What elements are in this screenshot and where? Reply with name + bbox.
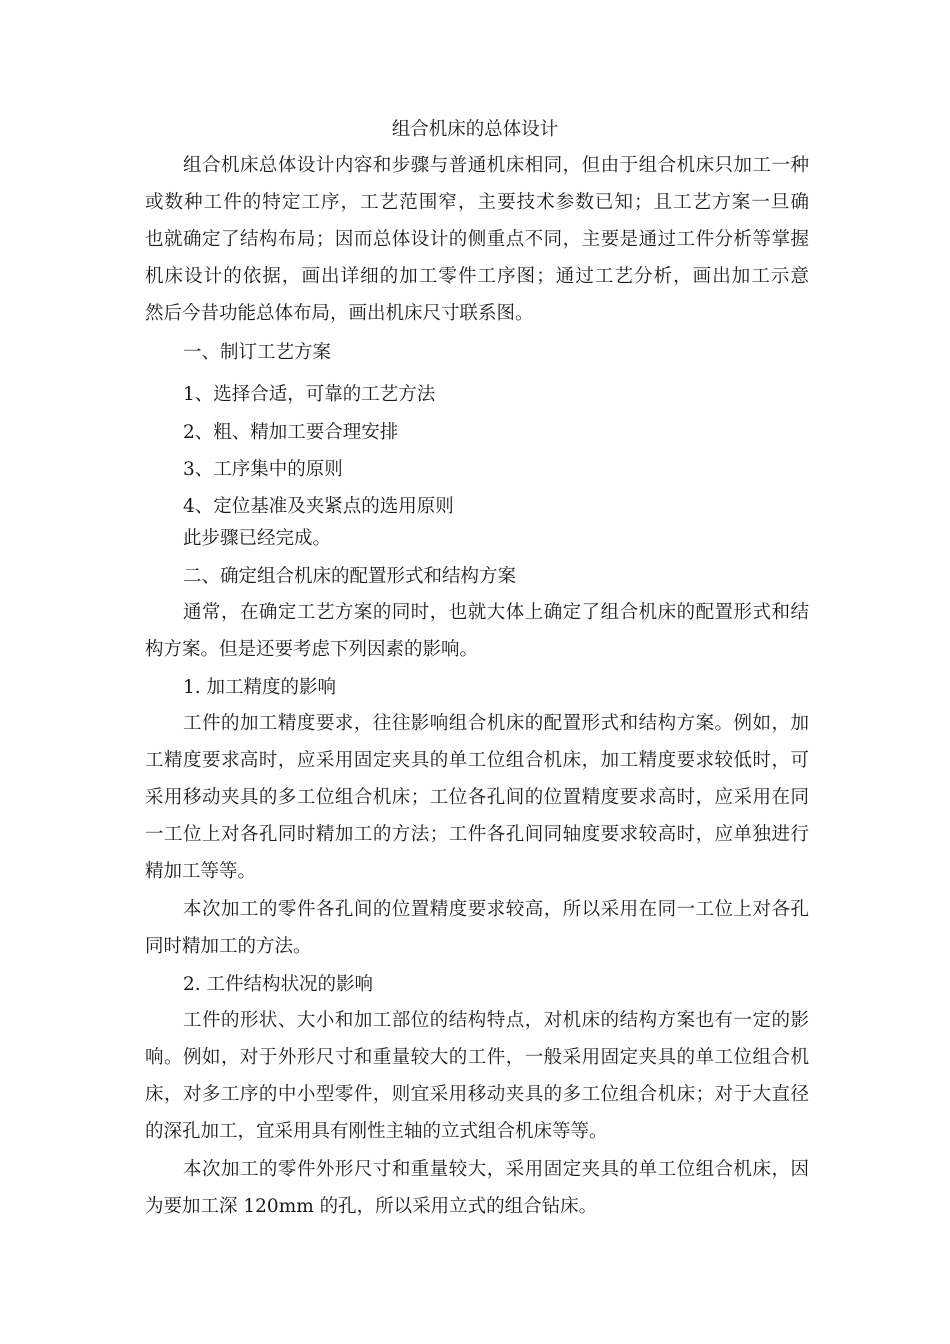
paragraph-line: 机床设计的依据，画出详细的加工零件工序图；通过工艺分析，画出加工示意 <box>145 266 809 287</box>
status-note: 此步骤已经完成。 <box>183 528 332 549</box>
paragraph-line: 一工位上对各孔同时精加工的方法；工件各孔间同轴度要求较高时，应单独进行 <box>145 824 809 845</box>
paragraph-line: 构方案。但是还要考虑下列因素的影响。 <box>145 639 479 660</box>
list-item: 1、选择合适，可靠的工艺方法 <box>183 384 436 405</box>
paragraph-line: 工件的加工精度要求，往往影响组合机床的配置形式和结构方案。例如，加 <box>183 713 809 734</box>
paragraph-line: 或数种工件的特定工序，工艺范围窄，主要技术参数已知；且工艺方案一旦确 <box>145 192 809 213</box>
section-heading: 二、确定组合机床的配置形式和结构方案 <box>183 566 517 587</box>
paragraph-line: 工精度要求高时，应采用固定夹具的单工位组合机床，加工精度要求较低时，可 <box>145 750 809 771</box>
paragraph-line: 同时精加工的方法。 <box>145 936 312 957</box>
subsection-heading: 2. 工件结构状况的影响 <box>183 974 374 995</box>
list-item: 3、工序集中的原则 <box>183 459 343 480</box>
paragraph-line: 本次加工的零件各孔间的位置精度要求较高，所以采用在同一工位上对各孔 <box>183 899 809 920</box>
paragraph-line: 的深孔加工，宜采用具有刚性主轴的立式组合机床等等。 <box>145 1121 608 1142</box>
paragraph-line: 为要加工深 120mm 的孔，所以采用立式的组合钻床。 <box>145 1196 598 1217</box>
paragraph-line: 也就确定了结构布局；因而总体设计的侧重点不同，主要是通过工件分析等掌握 <box>145 229 809 250</box>
paragraph-line: 本次加工的零件外形尺寸和重量较大，采用固定夹具的单工位组合机床，因 <box>183 1159 809 1180</box>
list-item: 2、粗、精加工要合理安排 <box>183 422 399 443</box>
paragraph-line: 采用移动夹具的多工位组合机床；工位各孔间的位置精度要求高时，应采用在同 <box>145 787 809 808</box>
list-item: 4、定位基准及夹紧点的选用原则 <box>183 496 454 517</box>
paragraph-line: 床，对多工序的中小型零件，则宜采用移动夹具的多工位组合机床；对于大直径 <box>145 1084 809 1105</box>
subsection-heading: 1. 加工精度的影响 <box>183 677 337 698</box>
document-title: 组合机床的总体设计 <box>391 119 559 140</box>
paragraph-line: 响。例如，对于外形尺寸和重量较大的工件，一般采用固定夹具的单工位组合机 <box>145 1047 809 1068</box>
section-heading: 一、制订工艺方案 <box>183 342 332 363</box>
paragraph-line: 工件的形状、大小和加工部位的结构特点，对机床的结构方案也有一定的影 <box>183 1010 809 1031</box>
paragraph-line: 精加工等等。 <box>145 861 257 882</box>
paragraph-line: 通常，在确定工艺方案的同时，也就大体上确定了组合机床的配置形式和结 <box>183 602 809 623</box>
paragraph-line: 组合机床总体设计内容和步骤与普通机床相同，但由于组合机床只加工一种 <box>183 155 809 176</box>
paragraph-line: 然后今昔功能总体布局，画出机床尺寸联系图。 <box>145 303 534 324</box>
